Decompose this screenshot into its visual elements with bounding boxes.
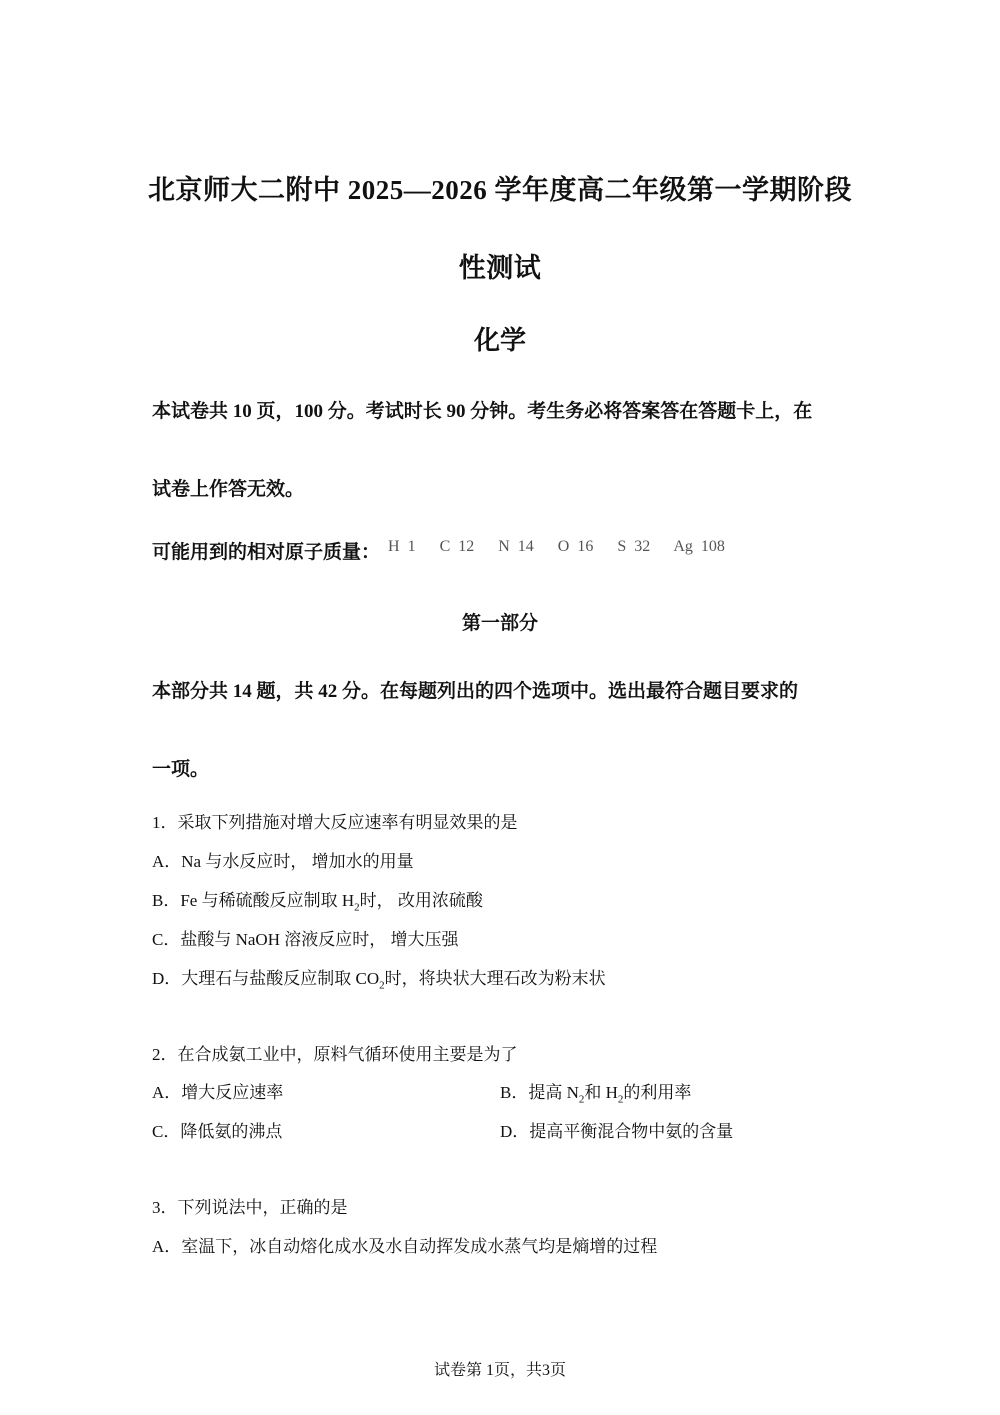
q1-option-d-text-post: 时，将块状大理石改为粉末状 [384,969,606,988]
q1-stem: 1．采取下列措施对增大反应速率有明显效果的是 [152,813,518,832]
q1-option-a: A．Na 与水反应时， 增加水的用量 [152,852,414,871]
q2-option-b-sub1: 2 [578,1093,585,1106]
part1-heading: 第一部分 [461,613,538,634]
q3-stem: 3．下列说法中，正确的是 [152,1198,348,1217]
q1-option-b-text: B．Fe 与稀硫酸反应制取 H [152,891,355,910]
atomic-mass-row [152,537,725,564]
part1-intro-line1: 本部分共 14 题，共 42 分。在每题列出的四个选项中。选出最符合题目要求的 [152,681,799,702]
q1-option-d-text: D．大理石与盐酸反应制取 CO [152,969,380,988]
q1-option-d-sub: 2 [379,979,385,992]
q2-option-b-sub2: 2 [617,1093,624,1106]
q3-option-a: A．室温下，冰自动熔化成水及水自动挥发成水蒸气均是熵增的过程 [152,1237,658,1256]
instructions-line2: 试卷上作答无效。 [152,479,305,500]
atomic-mass-values: H 1 C 12 N 14 O 16 S 32 Ag 108 [388,538,725,555]
q2-option-a: A．增大反应速率 [152,1083,284,1102]
q2-stem: 2．在合成氨工业中，原料气循环使用主要是为了 [152,1045,518,1064]
q1-option-c: C．盐酸与 NaOH 溶液反应时， 增大压强 [152,930,459,949]
instructions-line1: 本试卷共 10 页，100 分。考试时长 90 分钟。考生务必将答案答在答题卡上，在 [152,401,813,422]
q1-option-b-text-post: 时， 改用浓硫酸 [359,891,483,910]
q2-option-d: D．提高平衡混合物中氨的含量 [500,1122,734,1141]
q2-option-b-text-mid: 和 H [584,1083,618,1102]
q1-option-b [152,886,483,913]
q2-option-b-text: B．提高 N [500,1083,579,1102]
q2-option-b-text-post: 的利用率 [623,1083,692,1102]
subject-title: 化学 [473,326,526,355]
q1-option-d [152,964,606,991]
q1-option-b-sub: 2 [354,901,360,914]
exam-title-line1: 北京师大二附中 2025—2026 学年度高二年级第一学期阶段 [148,175,852,205]
atomic-mass-label: 可能用到的相对原子质量： [152,542,381,563]
page-footer: 试卷第 1页，共3页 [433,1362,566,1379]
exam-title-line2: 性测试 [458,253,542,283]
part1-intro-line2: 一项。 [152,759,210,780]
q2-option-c: C．降低氨的沸点 [152,1122,283,1141]
q2-option-b [500,1078,691,1105]
